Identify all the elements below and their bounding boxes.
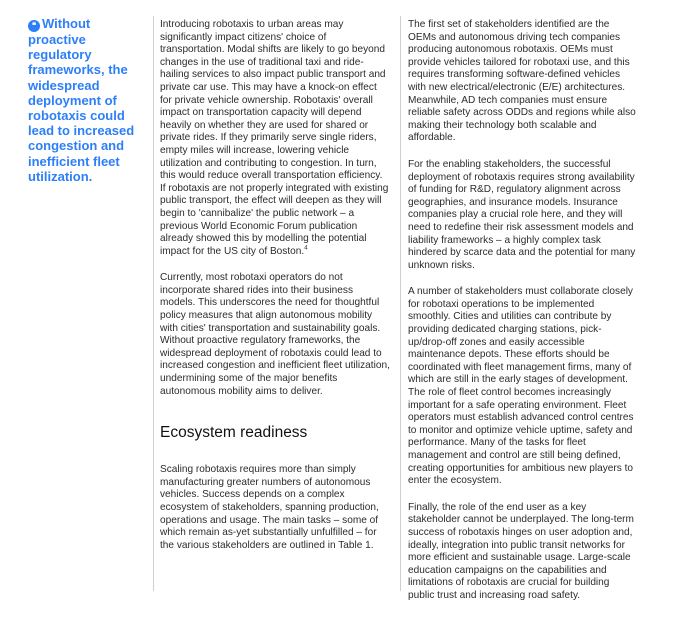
- body-paragraph: Scaling robotaxis requires more than simply manufacturing greater numbers of autonomous vehicles. Success depends on a complex ecosystem of stakeholders, spanning production, operations and usage. The main tasks – some of which remain as-yet substantially unfulfilled – for the various stakeholders are outlined in Table 1.: [160, 464, 379, 551]
- column-divider-right: [400, 16, 401, 591]
- column-divider-left: [153, 16, 154, 591]
- column-middle: [160, 19, 390, 566]
- quote-circle-icon: ❝: [28, 20, 40, 32]
- body-paragraph: The first set of stakeholders identified are the OEMs and autonomous driving tech companies producing autonomous robotaxis. OEMs must provide vehicles tailored for robotaxi use, and this requires transforming software-defined vehicles with new electrical/electronic (E/E) architectures. Meanwhile, AD tech companies must ensure reliable safety across ODDs and regions while also making their technology both scalable and affordable.: [408, 19, 636, 144]
- body-paragraph: A number of stakeholders must collaborate closely for robotaxi operations to be implemented smoothly. Cities and utilities can contribute by providing dedicated charging stations, pick-up/drop-off zones and easily accessible maintenance depots. These efforts should be coordinated with fleet management firms, many of which are still in the early stages of development. The role of fleet control becomes increasingly important for a safe operating environment. Fleet operators must establish advanced control centres to monitor and optimize vehicle uptime, safety and performance. Many of the tasks for fleet management and control are still being defined, creating opportunities for ambitious new players to enter the ecosystem.: [408, 286, 634, 487]
- body-paragraph: Currently, most robotaxi operators do not incorporate shared rides into their business models. This underscores the need for thoughtful policy measures that align autonomous mobility with cities' transportation and sustainability goals. Without proactive regulatory frameworks, the widespread deployment of robotaxis could lead to increased congestion and inefficient fleet utilization, undermining some of the major benefits autonomous mobility aims to deliver.: [160, 272, 390, 397]
- section-heading: Ecosystem readiness: [160, 424, 308, 442]
- body-paragraph: For the enabling stakeholders, the successful deployment of robotaxis requires strong availability of funding for R&D, regulatory alignment across geographies, and insurance models. Insurance companies play a crucial role here, and they will need to redefine their risk assessment models and liability frameworks – a highly complex task hindered by scarce data and the potential for many unknown risks.: [408, 158, 636, 271]
- body-paragraph: Finally, the role of the end user as a key stakeholder cannot be underplayed. The long-term success of robotaxis hinges on user adoption and, ideally, integration into public transit networks for more efficient and sustainable usage. Large-scale education campaigns on the capabilities and limitations of robotaxis are crucial for building public trust and increasing road safety.: [408, 501, 634, 601]
- pull-quote: [28, 16, 146, 184]
- paragraph-text: Introducing robotaxis to urban areas may significantly impact citizens' choice of transportation. Modal shifts are likely to go beyond changes in the use of traditional taxi and ride-hailing services to also impact public transport and private car use. This may have a knock-on effect for private vehicle ownership. Robotaxis' overall impact on transportation capacity will depend heavily on whether they are used for shared or private rides. If they primarily serve single riders, empty miles will increase, lowering vehicle utilization and contributing to congestion. In turn, this would reduce overall transportation efficiency. If robotaxis are not properly integrated with existing public transport, the effect will deepen as they will begin to 'cannibalize' the public network – a previous World Economic Forum publication already showed this by modelling the potential impact for the US city of Boston.: [160, 19, 389, 257]
- pull-quote-text: Without proactive regulatory frameworks, the widespread deployment of robotaxis could lead to increased congestion and inefficient fleet utilization.: [28, 16, 135, 184]
- column-right: [408, 19, 638, 617]
- footnote-ref[interactable]: 4: [304, 245, 308, 252]
- body-paragraph: [160, 19, 390, 258]
